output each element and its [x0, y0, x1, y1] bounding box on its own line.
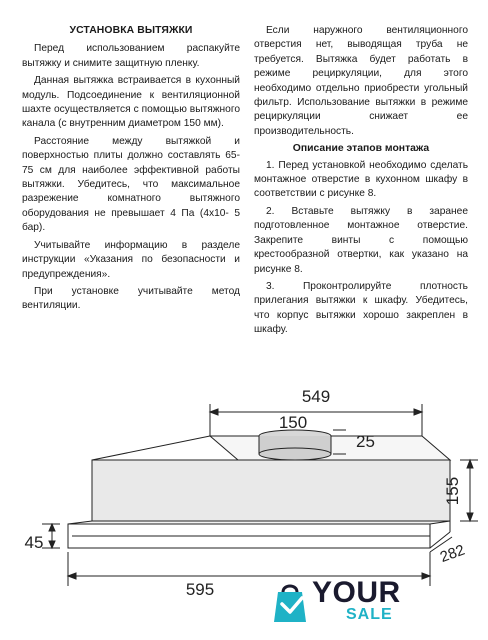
dim-width-top: 549 [301, 387, 331, 406]
body-side [92, 436, 210, 460]
dim-depth: 282 [437, 541, 468, 567]
right-column [254, 24, 468, 341]
arrow-head [422, 573, 430, 579]
dim-duct-height: 25 [356, 432, 375, 451]
arrow-head [68, 573, 76, 579]
dim-front-height: 45 [24, 533, 44, 552]
duct-bottom [259, 448, 331, 460]
paragraph-distance: Расстояние между вытяжкой и поверхностью плиты должно составлять 65-75 см для наиболее эффективной работы вытяжки. Убедитесь, что максимальное разрежение комнатного вытяжного оборудования не превышает 4 Па (4х10- 5 бар). [22, 135, 240, 234]
dim-duct-diameter: 150 [278, 413, 308, 432]
steps-subtitle: Описание этапов монтажа [292, 143, 430, 155]
hood-front-body [92, 460, 450, 521]
paragraph-safety: Учитывайте информацию в разделе инструкции «Указания по безопасности и предупреждения». [22, 239, 240, 280]
left-column [22, 24, 240, 317]
paragraph-ventilation: При установке учитывайте метод вентиляции. [22, 285, 240, 312]
shopping-bag-icon [268, 578, 312, 626]
paragraph-recirculation: Если наружного вентиляционного отверстия нет, выводящая труба не требуется. Вытяжка будет работать в режиме рециркуляции, для этого необходимо отдельно приобрести угольный фильтр. Использование вытяжки в режиме рециркуляции снижает ее производительность. [254, 25, 468, 137]
arrow-head [49, 524, 55, 531]
watermark-your: YOUR [312, 576, 401, 609]
arrow-head [414, 409, 422, 415]
arrow-head [467, 513, 473, 521]
dim-body-height: 155 [443, 476, 462, 506]
watermark-logo [266, 572, 416, 634]
paragraph-integration: Данная вытяжка встраивается в кухонный модуль. Подсоединение к вентиляционной шахте осуществляется с помощью вытяжного канала (с внутренним диаметром 150 мм). [22, 75, 240, 130]
step-2: 2. Вставьте вытяжку в заранее подготовленное монтажное отверстие. Закрепите винты с помощью крестообразной отвертки, как указано на рисунке 8. [254, 205, 468, 275]
paragraph-unpack: Перед использованием распакуйте вытяжку и снимите защитную пленку. [22, 43, 240, 69]
arrow-head [210, 409, 218, 415]
dim-width-bottom: 595 [185, 580, 215, 599]
watermark-sale: SALE [346, 606, 393, 623]
arrow-head [49, 541, 55, 548]
arrow-head [467, 460, 473, 468]
step-1: 1. Перед установкой необходимо сделать монтажное отверстие в кухонном шкафу в соответствии с рисунке 8. [254, 159, 468, 200]
section-title: УСТАНОВКА ВЫТЯЖКИ [69, 25, 193, 36]
step-3: 3. Проконтролируйте плотность прилегания вытяжки к шкафу. Убедитесь, что корпус вытяжки хорошо закреплен в шкафу. [254, 280, 468, 336]
